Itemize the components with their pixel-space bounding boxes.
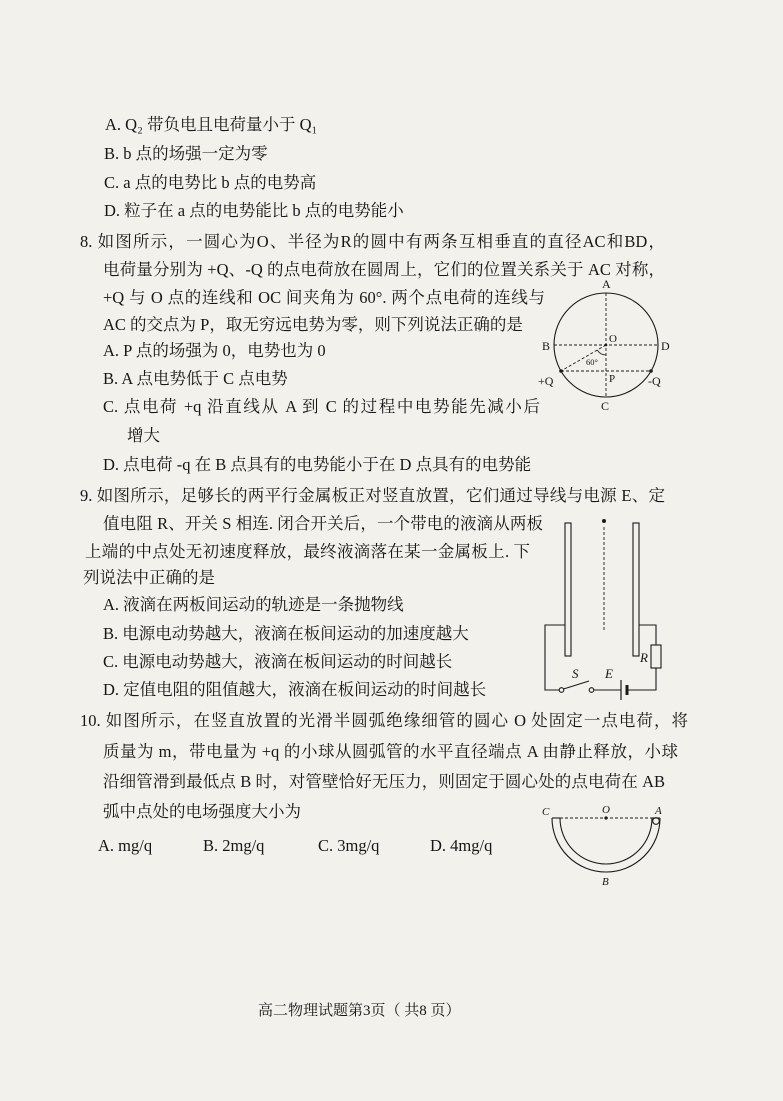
q9-option-d: D. 定值电阻的阻值越大，液滴在板间运动的时间越长 xyxy=(103,680,487,699)
plus-q-charge xyxy=(559,369,563,373)
tube-inner-wall xyxy=(560,818,652,864)
droplet xyxy=(602,519,606,523)
resistor xyxy=(651,645,661,668)
q9-option-a: A. 液滴在两板间运动的轨迹是一条抛物线 xyxy=(103,595,404,614)
label-o: O xyxy=(602,804,610,816)
label-plus-q: +Q xyxy=(538,374,554,388)
label-r: R xyxy=(640,650,648,665)
label-p: P xyxy=(609,373,616,385)
bottom-right-wire xyxy=(627,668,656,690)
q9-stem-line-2: 值电阻 R、开关 S 相连. 闭合开关后，一个带电的液滴从两板 xyxy=(103,514,543,533)
label-d: D xyxy=(661,339,670,353)
q8-option-a: A. P 点的场强为 0，电势也为 0 xyxy=(103,341,326,360)
q8-option-b: B. A 点电势低于 C 点电势 xyxy=(103,369,288,388)
label-c: C xyxy=(601,399,610,413)
q8-stem-line-1: 8. 如图所示，一圆心为O、半径为R的圆中有两条互相垂直的直径AC和BD， xyxy=(80,232,665,251)
q9-option-c: C. 电源电动势越大，液滴在板间运动的时间越长 xyxy=(103,652,453,671)
q10-option-d: D. 4mg/q xyxy=(430,836,493,855)
label-minus-q: -Q xyxy=(648,374,661,388)
label-o: O xyxy=(609,333,617,345)
q7-option-c: C. a 点的电势比 b 点的电势高 xyxy=(104,173,317,192)
q9-stem-line-3: 上端的中点处无初速度释放，最终液滴落在某一金属板上. 下 xyxy=(85,542,530,561)
right-wire xyxy=(639,625,656,645)
q10-option-b: B. 2mg/q xyxy=(203,836,265,855)
q10-stem-line-1: 10. 如图所示，在竖直放置的光滑半圆弧绝缘细管的圆心 O 处固定一点电荷，将 xyxy=(80,711,688,730)
label-e: E xyxy=(605,666,613,681)
left-metal-plate xyxy=(565,523,571,656)
q10-option-c: C. 3mg/q xyxy=(318,836,380,855)
label-a: A xyxy=(655,805,662,817)
label-b: B xyxy=(602,876,609,888)
q7-option-d: D. 粒子在 a 点的电势能比 b 点的电势能小 xyxy=(104,201,404,220)
angle-arc xyxy=(597,350,606,355)
q9-stem-line-4: 列说法中正确的是 xyxy=(83,568,215,587)
q9-parallel-plate-circuit-figure xyxy=(535,510,670,705)
left-wire xyxy=(545,625,565,690)
right-metal-plate xyxy=(633,523,639,656)
q8-stem-line-3: +Q 与 O 点的连线和 OC 间夹角为 60°. 两个点电荷的连线与 xyxy=(103,288,545,307)
q10-stem-line-4: 弧中点处的电场强度大小为 xyxy=(103,802,301,821)
switch-terminal-right xyxy=(589,688,594,693)
q9-option-b: B. 电源电动势越大，液滴在板间运动的加速度越大 xyxy=(103,624,469,643)
label-c: C xyxy=(542,806,550,818)
q9-stem-line-1: 9. 如图所示，足够长的两平行金属板正对竖直放置，它们通过导线与电源 E、定 xyxy=(80,486,665,505)
q10-stem-line-3: 沿细管滑到最低点 B 时，对管壁恰好无压力，则固定于圆心处的点电荷在 AB xyxy=(103,772,665,791)
q10-stem-line-2: 质量为 m，带电量为 +q 的小球从圆弧管的水平直径端点 A 由静止释放，小球 xyxy=(103,742,678,761)
q7-option-b: B. b 点的场强一定为零 xyxy=(104,144,268,163)
q8-option-c-continued: 增大 xyxy=(127,426,160,445)
q8-option-c: C. 点电荷 +q 沿直线从 A 到 C 的过程中电势能先减小后 xyxy=(103,397,540,416)
center-point xyxy=(605,344,608,347)
q7-option-a: A. Q₂ 带负电且电荷量小于 Q₁ xyxy=(105,115,318,134)
label-b: B xyxy=(542,339,551,353)
radius-to-plus-q xyxy=(561,345,606,371)
center-charge xyxy=(604,816,607,819)
label-s: S xyxy=(572,666,579,681)
label-a: A xyxy=(602,277,611,291)
small-ball xyxy=(653,818,660,825)
q8-stem-line-2: 电荷量分别为 +Q、-Q 的点电荷放在圆周上，它们的位置关系关于 AC 对称， xyxy=(103,260,665,279)
q10-option-a: A. mg/q xyxy=(98,836,153,855)
label-angle: 60° xyxy=(586,357,598,367)
q10-semicircle-tube-figure xyxy=(535,800,675,890)
minus-q-charge xyxy=(649,369,653,373)
switch-terminal-left xyxy=(559,688,564,693)
q8-circle-figure xyxy=(530,272,675,417)
q8-option-d: D. 点电荷 -q 在 B 点具有的电势能小于在 D 点具有的电势能 xyxy=(103,455,532,474)
switch-blade xyxy=(564,681,590,689)
page-footer: 高二物理试题第3页（ 共8 页） xyxy=(258,1003,461,1019)
q8-stem-line-4: AC 的交点为 P，取无穷远电势为零，则下列说法正确的是 xyxy=(103,315,523,334)
